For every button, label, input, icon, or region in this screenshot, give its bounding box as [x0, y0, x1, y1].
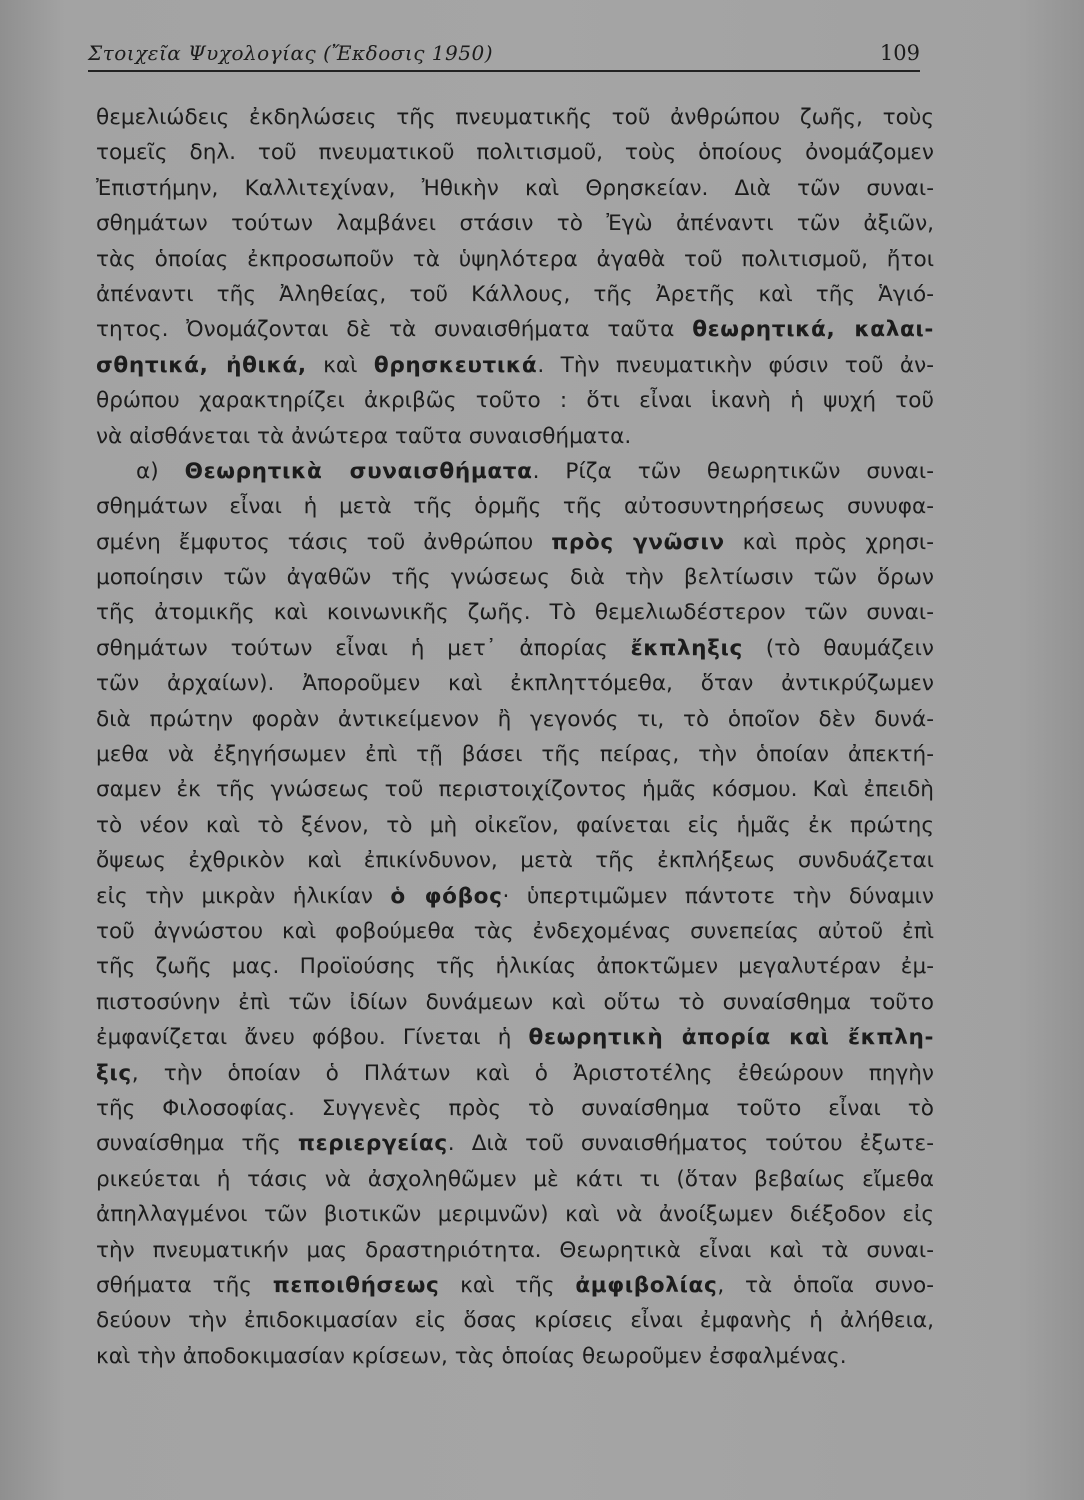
emphasis-term: θεωρητικά, καλαι- [692, 317, 934, 343]
text-segment: θρώπου χαρακτηρίζει ἀκριβῶς τοῦτο : ὅτι εἶναι ἱκανὴ ἡ ψυχή τοῦ [96, 388, 934, 414]
text-line [96, 702, 934, 737]
text-segment: , τὰ ὁποῖα συνο- [717, 1272, 934, 1298]
text-line [96, 277, 934, 312]
text-line [96, 560, 934, 595]
text-segment: (τὸ θαυμάζειν [742, 635, 934, 661]
text-segment: τὴν πνευματικήν μας δραστηριότητα. Θεωρητικὰ εἶναι καὶ τὰ συναι- [96, 1237, 934, 1263]
text-line [96, 135, 934, 170]
text-segment: καὶ τῆς [439, 1272, 576, 1298]
text-segment: , τὴν ὁποίαν ὁ Πλάτων καὶ ὁ Ἀριστοτέλης ἐθεώρουν πηγὴν [131, 1060, 934, 1086]
text-segment: θεμελιώδεις ἐκδηλώσεις τῆς πνευματικῆς τοῦ ἀνθρώπου ζωῆς, τοὺς [96, 105, 934, 130]
text-line [96, 949, 934, 984]
text-line [96, 1162, 934, 1197]
text-segment: ὄψεως ἐχθρικὸν καὶ ἐπικίνδυνον, μετὰ τῆς ἐκπλήξεως συνδυάζεται [96, 848, 934, 874]
text-segment: σαμεν ἐκ τῆς γνώσεως τοῦ περιστοιχίζοντος ἡμᾶς κόσμου. Καὶ ἐπειδὴ [96, 777, 934, 803]
text-line [96, 171, 934, 206]
text-segment: μοποίησιν τῶν ἀγαθῶν τῆς γνώσεως διὰ τὴν βελτίωσιν τῶν ὅρων [96, 565, 934, 591]
text-segment: τῶν ἀρχαίων). Ἀποροῦμεν καὶ ἐκπληττόμεθα, ὅταν ἀντικρύζωμεν [96, 671, 934, 697]
text-line [96, 454, 934, 489]
text-segment: τομεῖς δηλ. τοῦ πνευματικοῦ πολιτισμοῦ, τοὺς ὁποίους ὀνομάζομεν [96, 140, 934, 166]
text-segment: νὰ αἰσθάνεται τὰ ἀνώτερα ταῦτα συναισθήματα. [96, 423, 632, 449]
text-line [96, 1233, 934, 1268]
emphasis-term: ἔκπληξις [630, 635, 743, 661]
text-line [96, 1091, 934, 1126]
text-segment: ρικεύεται ἡ τάσις νὰ ἀσχοληθῶμεν μὲ κάτι τι (ὅταν βεβαίως εἴμεθα [96, 1166, 934, 1192]
emphasis-term: πεποιθήσεως [272, 1272, 440, 1298]
emphasis-term: ξις [96, 1060, 132, 1086]
text-line [96, 808, 934, 843]
text-line [96, 348, 934, 383]
text-segment: πιστοσύνην ἐπὶ τῶν ἰδίων δυνάμεων καὶ οὕτω τὸ συναίσθημα τοῦτο [96, 989, 934, 1015]
text-segment: τῆς ἀτομικῆς καὶ κοινωνικῆς ζωῆς. Τὸ θεμελιωδέστερον τῶν συναι- [96, 600, 934, 626]
text-line [96, 242, 934, 277]
text-segment: ἐμφανίζεται ἄνευ φόβου. Γίνεται ἡ [96, 1025, 529, 1051]
emphasis-term: περιεργείας [297, 1131, 448, 1157]
text-segment: καὶ [306, 352, 374, 378]
text-segment: σθημάτων εἶναι ἡ μετὰ τῆς ὁρμῆς τῆς αὐτοσυντηρήσεως συνυφα- [96, 494, 934, 520]
text-line [96, 419, 934, 454]
text-segment: διὰ πρώτην φορὰν ἀντικείμενον ἢ γεγονός τι, τὸ ὁποῖον δὲν δυνά- [96, 706, 934, 732]
emphasis-term: σθητικά, ἠθικά, [96, 352, 307, 378]
text-segment: καὶ πρὸς χρησι- [724, 529, 935, 555]
text-segment: τῆς ζωῆς μας. Προϊούσης τῆς ἡλικίας ἀποκτῶμεν μεγαλυτέραν ἐμ- [96, 954, 934, 980]
text-segment: τὸ νέον καὶ τὸ ξένον, τὸ μὴ οἰκεῖον, φαίνεται εἰς ἡμᾶς ἐκ πρώτης [96, 812, 934, 838]
text-line [96, 1197, 934, 1232]
body-text [96, 100, 934, 1374]
text-segment: δεύουν τὴν ἐπιδοκιμασίαν εἰς ὅσας κρίσεις εἶναι ἐμφανὴς ἡ ἀλήθεια, [96, 1308, 934, 1334]
running-title: Στοιχεῖα Ψυχολογίας (Ἔκδοσις 1950) [88, 41, 493, 65]
text-segment: καὶ τὴν ἀποδοκιμασίαν κρίσεων, τὰς ὁποίας θεωροῦμεν ἐσφαλμένας. [96, 1343, 847, 1369]
text-segment: . Διὰ τοῦ συναισθήματος τούτου ἐξωτε- [447, 1131, 934, 1157]
emphasis-term: θεωρητικὴ ἀπορία καὶ ἔκπλη- [528, 1025, 935, 1051]
text-line [96, 525, 934, 560]
text-line [96, 1056, 934, 1091]
text-line [96, 1303, 934, 1338]
text-line [96, 666, 934, 701]
text-segment: μεθα νὰ ἐξηγήσωμεν ἐπὶ τῇ βάσει τῆς πείρας, τὴν ὁποίαν ἀπεκτή- [96, 742, 934, 768]
text-segment: τῆς Φιλοσοφίας. Συγγενὲς πρὸς τὸ συναίσθημα τοῦτο εἶναι τὸ [96, 1095, 934, 1121]
text-segment: σμένη ἔμφυτος τάσις τοῦ ἀνθρώπου [96, 529, 552, 555]
text-segment: τὰς ὁποίας ἐκπροσωποῦν τὰ ὑψηλότερα ἀγαθὰ τοῦ πολιτισμοῦ, ἤτοι [96, 246, 934, 272]
text-segment: σθήματα τῆς [96, 1272, 273, 1298]
text-line [96, 1126, 934, 1161]
text-segment: τητος. Ὀνομάζονται δὲ τὰ συναισθήματα ταῦτα [96, 317, 693, 343]
text-line [96, 383, 934, 418]
text-line [96, 312, 934, 347]
text-segment: σθημάτων τούτων εἶναι ἡ μετ᾽ ἀπορίας [96, 635, 631, 661]
text-segment: ἀπέναντι τῆς Ἀληθείας, τοῦ Κάλλους, τῆς Ἀρετῆς καὶ τῆς Ἁγιό- [96, 281, 934, 307]
text-segment: τοῦ ἀγνώστου καὶ φοβούμεθα τὰς ἐνδεχομένας συνεπείας αὐτοῦ ἐπὶ [96, 918, 934, 944]
text-segment: · ὑπερτιμῶμεν πάντοτε τὴν δύναμιν [502, 883, 934, 909]
text-segment: α) [136, 458, 185, 484]
text-segment: ἀπηλλαγμένοι τῶν βιοτικῶν μεριμνῶν) καὶ νὰ ἀνοίξωμεν διέξοδον εἰς [96, 1202, 934, 1228]
page-number: 109 [879, 41, 920, 65]
text-line [96, 914, 934, 949]
text-line [96, 737, 934, 772]
emphasis-term: θρησκευτικά [373, 352, 538, 378]
text-segment: . Ρίζα τῶν θεωρητικῶν συναι- [532, 458, 934, 484]
text-segment: Ἐπιστήμην, Καλλιτεχίναν, Ἠθικὴν καὶ Θρησκείαν. Διὰ τῶν συναι- [96, 175, 934, 201]
text-segment: . Τὴν πνευματικὴν φύσιν τοῦ ἀν- [537, 352, 934, 378]
text-line [96, 206, 934, 241]
running-header [88, 38, 920, 72]
emphasis-term: πρὸς γνῶσιν [551, 529, 725, 555]
text-line [96, 489, 934, 524]
emphasis-term: Θεωρητικὰ συναισθήματα [184, 458, 533, 484]
text-line [96, 1339, 934, 1374]
text-segment: συναίσθημα τῆς [96, 1131, 298, 1157]
text-segment: σθημάτων τούτων λαμβάνει στάσιν τὸ Ἐγὼ ἀπέναντι τῶν ἀξιῶν, [96, 211, 934, 237]
text-line [96, 985, 934, 1020]
text-line [96, 1020, 934, 1055]
text-line [96, 772, 934, 807]
emphasis-term: ἀμφιβολίας [575, 1272, 718, 1298]
text-segment: εἰς τὴν μικρὰν ἡλικίαν [96, 883, 391, 909]
emphasis-term: ὁ φόβος [390, 883, 503, 909]
text-line [96, 631, 934, 666]
text-line [96, 879, 934, 914]
text-line [96, 595, 934, 630]
text-line [96, 1268, 934, 1303]
text-line [96, 843, 934, 878]
text-line [96, 100, 934, 135]
